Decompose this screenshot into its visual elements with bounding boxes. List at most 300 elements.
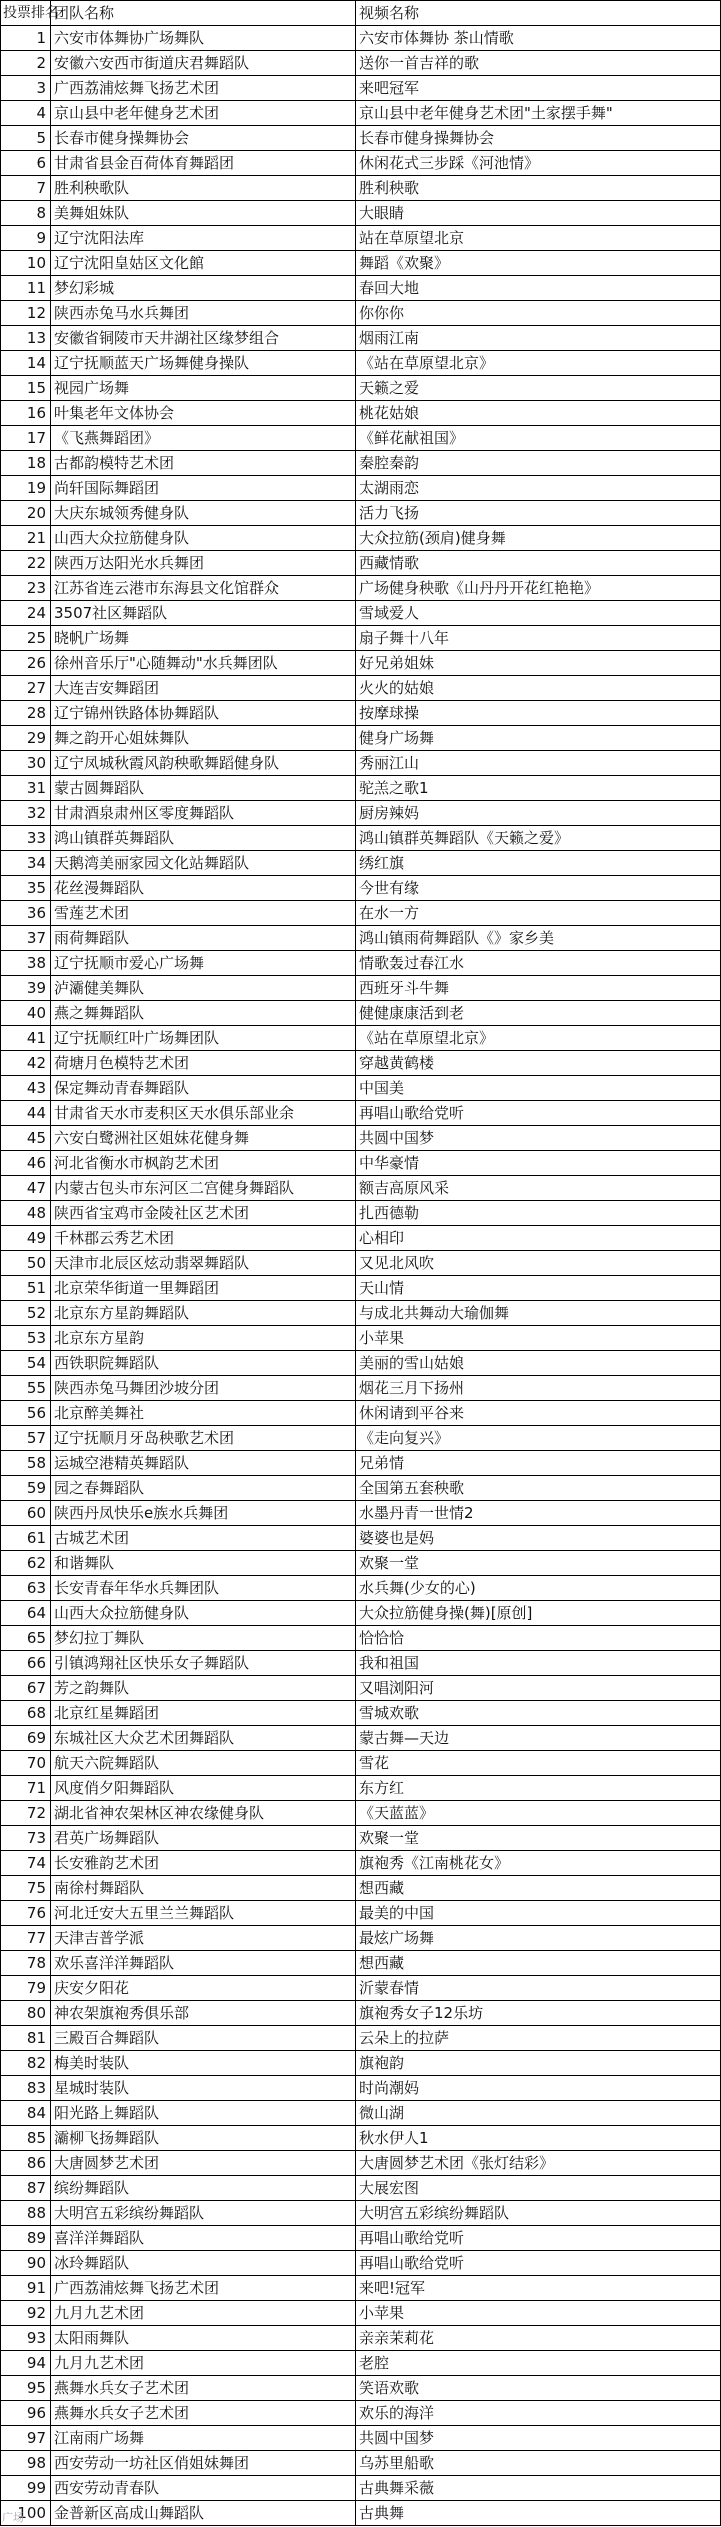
- team-name-cell: 徐州音乐厅"心随舞动"水兵舞团队: [51, 651, 356, 676]
- video-name-cell: 《站在草原望北京》: [356, 351, 721, 376]
- video-name-cell: 与成北共舞动大瑜伽舞: [356, 1301, 721, 1326]
- rank-cell: 86: [1, 2151, 51, 2176]
- team-name-cell: 梦幻拉丁舞队: [51, 1626, 356, 1651]
- video-name-cell: 扎西德勒: [356, 1201, 721, 1226]
- video-name-cell: 桃花姑娘: [356, 401, 721, 426]
- video-name-cell: 来吧冠军: [356, 76, 721, 101]
- table-row: [1, 1526, 721, 1551]
- team-name-cell: 辽宁凤城秋霞风韵秧歌舞蹈健身队: [51, 751, 356, 776]
- table-row: [1, 2351, 721, 2376]
- table-row: [1, 1601, 721, 1626]
- team-name-cell: 灞柳飞扬舞蹈队: [51, 2126, 356, 2151]
- video-name-cell: 大众拉筋健身操(舞)[原创]: [356, 1601, 721, 1626]
- video-name-cell: 鸿山镇雨荷舞蹈队《》家乡美: [356, 926, 721, 951]
- table-row: [1, 1351, 721, 1376]
- video-name-cell: 沂蒙春情: [356, 1976, 721, 2001]
- team-name-cell: 泸灞健美舞队: [51, 976, 356, 1001]
- rank-cell: 24: [1, 601, 51, 626]
- rank-cell: 82: [1, 2051, 51, 2076]
- rank-cell: 63: [1, 1576, 51, 1601]
- team-name-cell: 天鹅湾美丽家园文化站舞蹈队: [51, 851, 356, 876]
- video-name-cell: 雪城欢歌: [356, 1701, 721, 1726]
- team-name-cell: 江苏省连云港市东海县文化馆群众: [51, 576, 356, 601]
- video-name-cell: 来吧!冠军: [356, 2276, 721, 2301]
- table-row: [1, 1101, 721, 1126]
- video-name-cell: 雪域爱人: [356, 601, 721, 626]
- table-row: [1, 1776, 721, 1801]
- table-row: [1, 2176, 721, 2201]
- video-name-cell: 天山情: [356, 1276, 721, 1301]
- rank-cell: 13: [1, 326, 51, 351]
- table-row: [1, 801, 721, 826]
- table-row: [1, 526, 721, 551]
- table-row: [1, 676, 721, 701]
- team-name-cell: 花丝漫舞蹈队: [51, 876, 356, 901]
- table-row: [1, 2151, 721, 2176]
- team-name-cell: 庆安夕阳花: [51, 1976, 356, 2001]
- team-name-cell: 甘肃酒泉肃州区零度舞蹈队: [51, 801, 356, 826]
- video-name-cell: 活力飞扬: [356, 501, 721, 526]
- team-name-cell: 陕西省宝鸡市金陵社区艺术团: [51, 1201, 356, 1226]
- team-name-cell: 湖北省神农架林区神农缘健身队: [51, 1801, 356, 1826]
- team-name-cell: 辽宁锦州铁路体协舞蹈队: [51, 701, 356, 726]
- table-row: [1, 626, 721, 651]
- team-name-cell: 六安市体舞协广场舞队: [51, 26, 356, 51]
- rank-cell: 56: [1, 1401, 51, 1426]
- video-name-cell: 《走向复兴》: [356, 1426, 721, 1451]
- table-row: [1, 776, 721, 801]
- table-row: [1, 1551, 721, 1576]
- video-name-cell: 最美的中国: [356, 1901, 721, 1926]
- table-row: [1, 301, 721, 326]
- video-name-cell: 穿越黄鹤楼: [356, 1051, 721, 1076]
- video-name-cell: 西藏情歌: [356, 551, 721, 576]
- rank-cell: 38: [1, 951, 51, 976]
- team-name-cell: 山西大众拉筋健身队: [51, 1601, 356, 1626]
- team-name-cell: 六安白鹭洲社区姐妹花健身舞: [51, 1126, 356, 1151]
- team-name-cell: 南徐村舞蹈队: [51, 1876, 356, 1901]
- video-name-cell: 烟雨江南: [356, 326, 721, 351]
- video-name-cell: 蒙古舞—天边: [356, 1726, 721, 1751]
- video-name-cell: 水墨丹青一世情2: [356, 1501, 721, 1526]
- table-row: [1, 2301, 721, 2326]
- team-name-cell: 北京红星舞蹈团: [51, 1701, 356, 1726]
- rank-cell: 17: [1, 426, 51, 451]
- rank-cell: 55: [1, 1376, 51, 1401]
- table-row: [1, 326, 721, 351]
- table-row: [1, 1701, 721, 1726]
- rank-cell: 4: [1, 101, 51, 126]
- table-row: [1, 51, 721, 76]
- team-name-cell: 西安劳动一坊社区俏姐妹舞团: [51, 2451, 356, 2476]
- rank-cell: 62: [1, 1551, 51, 1576]
- team-name-cell: 长春市健身操舞协会: [51, 126, 356, 151]
- watermark: 广场: [2, 2511, 24, 2524]
- video-name-cell: 送你一首吉祥的歌: [356, 51, 721, 76]
- video-name-cell: 笑语欢歌: [356, 2376, 721, 2401]
- table-row: [1, 126, 721, 151]
- video-name-cell: 驼羔之歌1: [356, 776, 721, 801]
- video-name-cell: 再唱山歌给党听: [356, 2226, 721, 2251]
- team-name-cell: 安徽省铜陵市天井湖社区缘梦组合: [51, 326, 356, 351]
- team-name-cell: 江南雨广场舞: [51, 2426, 356, 2451]
- table-row: [1, 951, 721, 976]
- video-name-cell: 欢聚一堂: [356, 1551, 721, 1576]
- table-row: [1, 1176, 721, 1201]
- video-name-cell: 最炫广场舞: [356, 1926, 721, 1951]
- rank-cell: 71: [1, 1776, 51, 1801]
- team-name-cell: 燕舞水兵女子艺术团: [51, 2376, 356, 2401]
- video-name-cell: 想西藏: [356, 1951, 721, 1976]
- rank-cell: 100: [1, 2501, 51, 2526]
- video-name-cell: 胜利秧歌: [356, 176, 721, 201]
- rank-cell: 66: [1, 1651, 51, 1676]
- rank-cell: 16: [1, 401, 51, 426]
- table-body: [1, 26, 721, 2526]
- rank-cell: 94: [1, 2351, 51, 2376]
- team-name-cell: 河北省衡水市枫韵艺术团: [51, 1151, 356, 1176]
- rank-cell: 51: [1, 1276, 51, 1301]
- video-name-cell: 太湖雨恋: [356, 476, 721, 501]
- rank-cell: 23: [1, 576, 51, 601]
- table-row: [1, 1826, 721, 1851]
- video-name-cell: 时尚潮妈: [356, 2076, 721, 2101]
- video-name-cell: 京山县中老年健身艺术团"土家摆手舞": [356, 101, 721, 126]
- video-name-cell: 秋水伊人1: [356, 2126, 721, 2151]
- table-row: [1, 851, 721, 876]
- table-row: [1, 1651, 721, 1676]
- rank-cell: 44: [1, 1101, 51, 1126]
- table-row: [1, 476, 721, 501]
- video-name-cell: 西班牙斗牛舞: [356, 976, 721, 1001]
- video-name-cell: 好兄弟姐妹: [356, 651, 721, 676]
- video-name-cell: 小苹果: [356, 2301, 721, 2326]
- video-name-cell: 云朵上的拉萨: [356, 2026, 721, 2051]
- video-name-cell: 老腔: [356, 2351, 721, 2376]
- rank-cell: 47: [1, 1176, 51, 1201]
- table-row: [1, 2126, 721, 2151]
- rank-cell: 58: [1, 1451, 51, 1476]
- video-name-cell: 雪花: [356, 1751, 721, 1776]
- rank-cell: 29: [1, 726, 51, 751]
- team-name-cell: 甘肃省县金百荷体育舞蹈团: [51, 151, 356, 176]
- table-row: [1, 1376, 721, 1401]
- team-name-cell: 美舞姐妹队: [51, 201, 356, 226]
- table-row: [1, 2476, 721, 2501]
- team-name-cell: 缤纷舞蹈队: [51, 2176, 356, 2201]
- team-name-cell: 陕西赤兔马舞团沙坡分团: [51, 1376, 356, 1401]
- header-row: [1, 1, 721, 26]
- table-row: [1, 276, 721, 301]
- team-name-cell: 陕西赤兔马水兵舞团: [51, 301, 356, 326]
- table-row: [1, 1226, 721, 1251]
- video-name-cell: 休闲花式三步踩《河池情》: [356, 151, 721, 176]
- team-name-cell: 《飞燕舞蹈团》: [51, 426, 356, 451]
- table-row: [1, 2401, 721, 2426]
- rank-cell: 22: [1, 551, 51, 576]
- rank-cell: 89: [1, 2226, 51, 2251]
- team-name-cell: 九月九艺术团: [51, 2351, 356, 2376]
- table-row: [1, 251, 721, 276]
- video-name-cell: 休闲请到平谷来: [356, 1401, 721, 1426]
- table-row: [1, 826, 721, 851]
- table-row: [1, 401, 721, 426]
- table-row: [1, 901, 721, 926]
- video-name-cell: 健身广场舞: [356, 726, 721, 751]
- video-name-cell: 大眼睛: [356, 201, 721, 226]
- video-name-cell: 亲亲茉莉花: [356, 2326, 721, 2351]
- rank-cell: 27: [1, 676, 51, 701]
- table-row: [1, 1801, 721, 1826]
- rank-cell: 65: [1, 1626, 51, 1651]
- table-row: [1, 701, 721, 726]
- table-row: [1, 576, 721, 601]
- team-name-cell: 燕舞水兵女子艺术团: [51, 2401, 356, 2426]
- team-name-cell: 北京荣华街道一里舞蹈团: [51, 1276, 356, 1301]
- table-row: [1, 2276, 721, 2301]
- table-row: [1, 201, 721, 226]
- rank-cell: 78: [1, 1951, 51, 1976]
- team-name-cell: 大明宫五彩缤纷舞蹈队: [51, 2201, 356, 2226]
- table-row: [1, 1726, 721, 1751]
- team-name-cell: 荷塘月色模特艺术团: [51, 1051, 356, 1076]
- team-name-cell: 古都韵模特艺术团: [51, 451, 356, 476]
- team-name-cell: 叶集老年文体协会: [51, 401, 356, 426]
- rank-cell: 11: [1, 276, 51, 301]
- rank-cell: 32: [1, 801, 51, 826]
- video-name-cell: 婆婆也是妈: [356, 1526, 721, 1551]
- team-name-cell: 内蒙古包头市东河区二宫健身舞蹈队: [51, 1176, 356, 1201]
- rank-cell: 60: [1, 1501, 51, 1526]
- team-name-cell: 辽宁抚顺蓝天广场舞健身操队: [51, 351, 356, 376]
- table-row: [1, 926, 721, 951]
- rank-cell: 42: [1, 1051, 51, 1076]
- team-name-cell: 阳光路上舞蹈队: [51, 2101, 356, 2126]
- rank-cell: 59: [1, 1476, 51, 1501]
- video-name-cell: 《站在草原望北京》: [356, 1026, 721, 1051]
- video-name-cell: 广场健身秧歌《山丹丹开花红艳艳》: [356, 576, 721, 601]
- video-name-cell: 春回大地: [356, 276, 721, 301]
- video-name-cell: 水兵舞(少女的心): [356, 1576, 721, 1601]
- table-row: [1, 1026, 721, 1051]
- rank-cell: 77: [1, 1926, 51, 1951]
- video-name-cell: 中国美: [356, 1076, 721, 1101]
- video-name-cell: 想西藏: [356, 1876, 721, 1901]
- table-row: [1, 1201, 721, 1226]
- table-row: [1, 1976, 721, 2001]
- table-row: [1, 2201, 721, 2226]
- rank-cell: 34: [1, 851, 51, 876]
- video-name-cell: 秀丽江山: [356, 751, 721, 776]
- rank-cell: 57: [1, 1426, 51, 1451]
- team-name-cell: 大庆东城领秀健身队: [51, 501, 356, 526]
- rank-cell: 7: [1, 176, 51, 201]
- rank-cell: 14: [1, 351, 51, 376]
- video-name-cell: 大明宫五彩缤纷舞蹈队: [356, 2201, 721, 2226]
- rank-cell: 97: [1, 2426, 51, 2451]
- table-row: [1, 1901, 721, 1926]
- table-row: [1, 76, 721, 101]
- table-row: [1, 551, 721, 576]
- team-name-cell: 风度俏夕阳舞蹈队: [51, 1776, 356, 1801]
- rank-cell: 64: [1, 1601, 51, 1626]
- team-name-cell: 西安劳动青春队: [51, 2476, 356, 2501]
- video-name-cell: 旗袍韵: [356, 2051, 721, 2076]
- rank-cell: 15: [1, 376, 51, 401]
- video-name-cell: 厨房辣妈: [356, 801, 721, 826]
- table-row: [1, 351, 721, 376]
- team-name-cell: 星城时装队: [51, 2076, 356, 2101]
- team-name-cell: 神农架旗袍秀俱乐部: [51, 2001, 356, 2026]
- rank-cell: 67: [1, 1676, 51, 1701]
- team-name-cell: 燕之舞舞蹈队: [51, 1001, 356, 1026]
- table-row: [1, 1276, 721, 1301]
- team-name-cell: 君英广场舞蹈队: [51, 1826, 356, 1851]
- team-name-cell: 河北迁安大五里兰兰舞蹈队: [51, 1901, 356, 1926]
- rank-cell: 6: [1, 151, 51, 176]
- rank-cell: 5: [1, 126, 51, 151]
- table-row: [1, 1851, 721, 1876]
- team-name-cell: 引镇鸿翔社区快乐女子舞蹈队: [51, 1651, 356, 1676]
- video-name-cell: 《鲜花献祖国》: [356, 426, 721, 451]
- video-name-cell: 中华豪情: [356, 1151, 721, 1176]
- team-name-cell: 广西荔浦炫舞飞扬艺术团: [51, 76, 356, 101]
- video-name-cell: 你你你: [356, 301, 721, 326]
- video-name-cell: 六安市体舞协 茶山情歌: [356, 26, 721, 51]
- rank-cell: 46: [1, 1151, 51, 1176]
- video-name-cell: 大唐圆梦艺术团《张灯结彩》: [356, 2151, 721, 2176]
- video-name-cell: 我和祖国: [356, 1651, 721, 1676]
- team-name-cell: 安徽六安西市街道庆君舞蹈队: [51, 51, 356, 76]
- video-name-cell: 按摩球操: [356, 701, 721, 726]
- video-name-cell: 心相印: [356, 1226, 721, 1251]
- video-name-cell: 美丽的雪山姑娘: [356, 1351, 721, 1376]
- team-name-cell: 西铁职院舞蹈队: [51, 1351, 356, 1376]
- team-name-cell: 北京东方星韵: [51, 1326, 356, 1351]
- rank-cell: 95: [1, 2376, 51, 2401]
- video-name-cell: 旗袍秀女子12乐坊: [356, 2001, 721, 2026]
- table-row: [1, 2501, 721, 2526]
- table-row: [1, 426, 721, 451]
- video-name-cell: 站在草原望北京: [356, 226, 721, 251]
- table-row: [1, 2376, 721, 2401]
- rank-cell: 70: [1, 1751, 51, 1776]
- rank-cell: 92: [1, 2301, 51, 2326]
- rank-cell: 50: [1, 1251, 51, 1276]
- table-row: [1, 1426, 721, 1451]
- team-name-cell: 京山县中老年健身艺术团: [51, 101, 356, 126]
- rank-cell: 88: [1, 2201, 51, 2226]
- team-name-cell: 欢乐喜洋洋舞蹈队: [51, 1951, 356, 1976]
- team-name-cell: 山西大众拉筋健身队: [51, 526, 356, 551]
- table-row: [1, 376, 721, 401]
- rank-cell: 83: [1, 2076, 51, 2101]
- team-name-cell: 三殿百合舞蹈队: [51, 2026, 356, 2051]
- table-row: [1, 2251, 721, 2276]
- rank-cell: 39: [1, 976, 51, 1001]
- header-team: 团队名称: [51, 1, 356, 26]
- header-video: 视频名称: [356, 1, 721, 26]
- team-name-cell: 长安青春年华水兵舞团队: [51, 1576, 356, 1601]
- team-name-cell: 辽宁沈阳法库: [51, 226, 356, 251]
- team-name-cell: 园之春舞蹈队: [51, 1476, 356, 1501]
- video-name-cell: 微山湖: [356, 2101, 721, 2126]
- rank-cell: 35: [1, 876, 51, 901]
- team-name-cell: 北京东方星韵舞蹈队: [51, 1301, 356, 1326]
- rank-cell: 28: [1, 701, 51, 726]
- rank-cell: 72: [1, 1801, 51, 1826]
- team-name-cell: 胜利秧歌队: [51, 176, 356, 201]
- rank-cell: 79: [1, 1976, 51, 2001]
- video-name-cell: 在水一方: [356, 901, 721, 926]
- video-name-cell: 兄弟情: [356, 1451, 721, 1476]
- rank-cell: 36: [1, 901, 51, 926]
- rank-cell: 68: [1, 1701, 51, 1726]
- table-row: [1, 1626, 721, 1651]
- table-row: [1, 2451, 721, 2476]
- rank-cell: 80: [1, 2001, 51, 2026]
- rank-cell: 73: [1, 1826, 51, 1851]
- team-name-cell: 辽宁沈阳皇姑区文化館: [51, 251, 356, 276]
- team-name-cell: 太阳雨舞队: [51, 2326, 356, 2351]
- team-name-cell: 3507社区舞蹈队: [51, 601, 356, 626]
- video-name-cell: 情歌轰过春江水: [356, 951, 721, 976]
- video-name-cell: 秦腔秦韵: [356, 451, 721, 476]
- video-name-cell: 今世有缘: [356, 876, 721, 901]
- rank-cell: 45: [1, 1126, 51, 1151]
- rank-cell: 30: [1, 751, 51, 776]
- table-row: [1, 751, 721, 776]
- video-name-cell: 大展宏图: [356, 2176, 721, 2201]
- video-name-cell: 欢聚一堂: [356, 1826, 721, 1851]
- table-row: [1, 1001, 721, 1026]
- table-row: [1, 976, 721, 1001]
- rank-cell: 69: [1, 1726, 51, 1751]
- rank-cell: 96: [1, 2401, 51, 2426]
- rank-cell: 52: [1, 1301, 51, 1326]
- team-name-cell: 和谐舞队: [51, 1551, 356, 1576]
- table-row: [1, 1151, 721, 1176]
- team-name-cell: 运城空港精英舞蹈队: [51, 1451, 356, 1476]
- video-name-cell: 又见北风吹: [356, 1251, 721, 1276]
- video-name-cell: 共圆中国梦: [356, 1126, 721, 1151]
- video-name-cell: 乌苏里船歌: [356, 2451, 721, 2476]
- rank-cell: 90: [1, 2251, 51, 2276]
- rank-cell: 8: [1, 201, 51, 226]
- team-name-cell: 广西荔浦炫舞飞扬艺术团: [51, 2276, 356, 2301]
- video-name-cell: 长春市健身操舞协会: [356, 126, 721, 151]
- video-name-cell: 欢乐的海洋: [356, 2401, 721, 2426]
- team-name-cell: 陕西丹凤快乐e族水兵舞团: [51, 1501, 356, 1526]
- rank-cell: 74: [1, 1851, 51, 1876]
- video-name-cell: 恰恰恰: [356, 1626, 721, 1651]
- table-row: [1, 101, 721, 126]
- table-row: [1, 176, 721, 201]
- table-row: [1, 1951, 721, 1976]
- team-name-cell: 东城社区大众艺术团舞蹈队: [51, 1726, 356, 1751]
- table-row: [1, 501, 721, 526]
- rank-cell: 93: [1, 2326, 51, 2351]
- rank-cell: 75: [1, 1876, 51, 1901]
- rank-cell: 12: [1, 301, 51, 326]
- rank-cell: 91: [1, 2276, 51, 2301]
- team-name-cell: 千林郡云秀艺术团: [51, 1226, 356, 1251]
- table-row: [1, 2326, 721, 2351]
- video-name-cell: 东方红: [356, 1776, 721, 1801]
- team-name-cell: 鸿山镇群英舞蹈队: [51, 826, 356, 851]
- table-row: [1, 226, 721, 251]
- rank-cell: 21: [1, 526, 51, 551]
